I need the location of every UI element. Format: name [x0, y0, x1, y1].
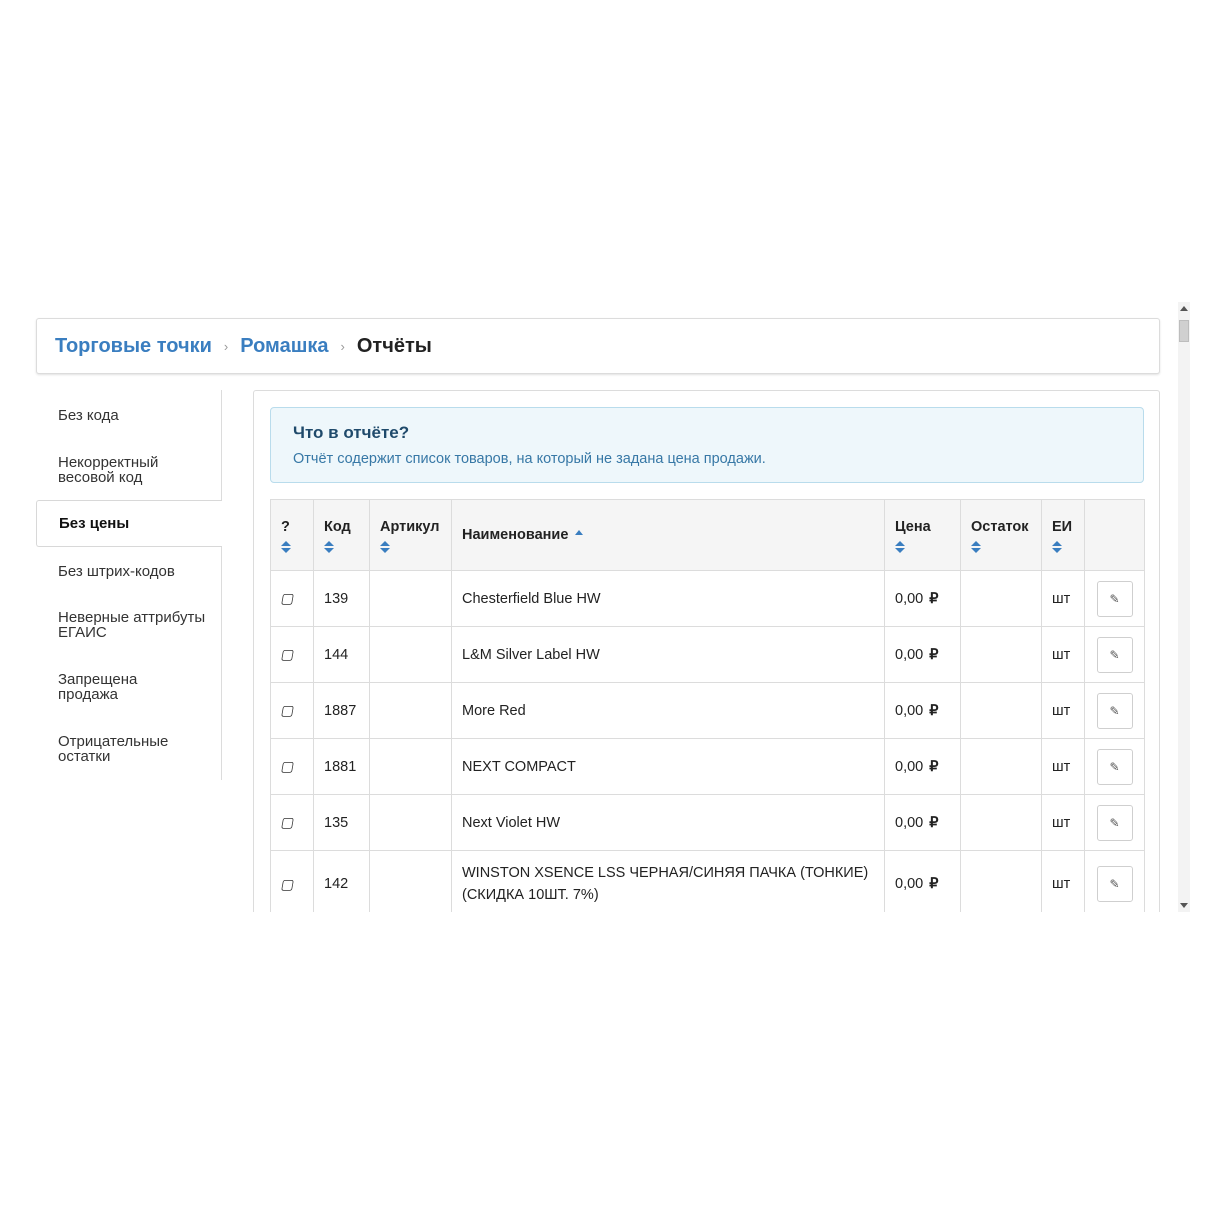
cell-price [885, 571, 961, 627]
cell-name: NEXT COMPACT [452, 739, 885, 795]
sort-icon [895, 541, 905, 553]
price-value: 0,00 [895, 758, 924, 775]
quote-bubble-icon[interactable]: ▢ [279, 702, 296, 718]
cell-name: WINSTON XSENCE LSS ЧЕРНАЯ/СИНЯЯ ПАЧКА (ТОНКИЕ) (СКИДКА 10ШТ. 7%) [452, 851, 885, 913]
cell-stock [961, 851, 1042, 913]
scroll-down-arrow-icon[interactable] [1180, 903, 1188, 908]
column-label: Артикул [380, 518, 440, 535]
cell-stock [961, 627, 1042, 683]
column-header-unit[interactable] [1042, 500, 1085, 571]
table-header-row [271, 500, 1145, 571]
currency-sign: ₽ [929, 758, 939, 775]
report-panel [253, 390, 1160, 912]
column-label: Код [324, 518, 351, 535]
sidebar-item-no-price[interactable]: Без цены [36, 500, 222, 547]
cell-article [370, 683, 452, 739]
cell-unit: шт [1042, 739, 1085, 795]
column-header-name[interactable] [452, 500, 885, 571]
sort-ascending-icon [575, 530, 583, 535]
pencil-icon: ✎ [1109, 703, 1120, 718]
cell-price [885, 739, 961, 795]
column-label: Остаток [971, 518, 1029, 535]
column-header-actions [1085, 500, 1145, 571]
quote-bubble-icon[interactable]: ▢ [279, 875, 296, 892]
sort-icon [281, 541, 291, 553]
edit-button[interactable] [1097, 866, 1133, 902]
cell-article [370, 851, 452, 913]
report-sidebar [36, 390, 222, 780]
edit-button[interactable] [1097, 693, 1133, 729]
cell-code: 142 [314, 851, 370, 913]
quote-bubble-icon[interactable]: ▢ [279, 590, 296, 606]
table-row [271, 795, 1145, 851]
edit-button[interactable] [1097, 637, 1133, 673]
column-header-status[interactable] [271, 500, 314, 571]
pencil-icon: ✎ [1109, 877, 1120, 891]
cell-stock [961, 571, 1042, 627]
cell-name: Next Violet HW [452, 795, 885, 851]
pencil-icon: ✎ [1109, 591, 1120, 606]
quote-bubble-icon[interactable]: ▢ [279, 758, 296, 774]
cell-unit: шт [1042, 683, 1085, 739]
sidebar-item-no-barcodes[interactable]: Без штрих-кодов [58, 563, 175, 580]
sidebar-item-no-code[interactable]: Без кода [58, 407, 119, 424]
currency-sign: ₽ [929, 876, 939, 892]
cell-name: More Red [452, 683, 885, 739]
cell-code: 135 [314, 795, 370, 851]
column-label: ЕИ [1052, 518, 1073, 535]
cell-price [885, 795, 961, 851]
cell-code: 1887 [314, 683, 370, 739]
price-value: 0,00 [895, 814, 924, 831]
breadcrumb-separator: › [223, 338, 229, 354]
sidebar-item-negative-stock[interactable]: Отрицательные остатки [58, 733, 169, 765]
column-header-price[interactable] [885, 500, 961, 571]
column-header-stock[interactable] [961, 500, 1042, 571]
info-text: Отчёт содержит список товаров, на который не задана цена продажи. [293, 451, 766, 467]
table-row [271, 683, 1145, 739]
currency-sign: ₽ [929, 814, 939, 831]
cell-name: Chesterfield Blue HW [452, 571, 885, 627]
cell-unit: шт [1042, 627, 1085, 683]
edit-button[interactable] [1097, 581, 1133, 617]
currency-sign: ₽ [929, 702, 939, 719]
sort-icon [324, 541, 334, 553]
cell-code: 1881 [314, 739, 370, 795]
pencil-icon: ✎ [1109, 759, 1120, 774]
edit-button[interactable] [1097, 805, 1133, 841]
cell-code: 144 [314, 627, 370, 683]
table-row [271, 571, 1145, 627]
scroll-up-arrow-icon[interactable] [1180, 306, 1188, 311]
quote-bubble-icon[interactable]: ▢ [279, 814, 296, 830]
sidebar-item-sale-forbidden[interactable]: Запрещена продажа [58, 671, 138, 703]
cell-article [370, 627, 452, 683]
breadcrumb-link-stores[interactable]: Торговые точки [55, 334, 212, 357]
cell-price [885, 683, 961, 739]
table-row [271, 739, 1145, 795]
currency-sign: ₽ [929, 590, 939, 607]
column-header-article[interactable] [370, 500, 452, 571]
app-frame [0, 302, 1190, 912]
sort-icon [380, 541, 390, 553]
column-label: ? [281, 518, 290, 535]
page-title: Отчёты [356, 334, 432, 357]
currency-sign: ₽ [929, 646, 939, 663]
column-header-code[interactable] [314, 500, 370, 571]
sidebar-item-bad-weight-code[interactable]: Некорректный весовой код [58, 454, 159, 486]
price-value: 0,00 [895, 876, 924, 892]
table-row [271, 851, 1145, 913]
table-row [271, 627, 1145, 683]
pencil-icon: ✎ [1109, 647, 1120, 662]
price-value: 0,00 [895, 702, 924, 719]
quote-bubble-icon[interactable]: ▢ [279, 646, 296, 662]
cell-unit: шт [1042, 795, 1085, 851]
column-label: Наименование [462, 527, 569, 543]
cell-article [370, 571, 452, 627]
sort-icon [971, 541, 981, 553]
cell-name: L&M Silver Label HW [452, 627, 885, 683]
pencil-icon: ✎ [1109, 815, 1120, 830]
cell-price [885, 627, 961, 683]
scroll-thumb[interactable] [1179, 320, 1189, 342]
column-label: Цена [895, 518, 931, 535]
breadcrumb [36, 318, 1160, 374]
cell-article [370, 795, 452, 851]
breadcrumb-separator: › [340, 338, 345, 354]
cell-price [885, 851, 961, 913]
info-alert [270, 407, 1144, 483]
sort-icon [1052, 541, 1062, 553]
cell-code: 139 [314, 571, 370, 627]
cell-stock [961, 795, 1042, 851]
price-value: 0,00 [895, 646, 924, 663]
cell-unit: шт [1042, 851, 1085, 913]
cell-stock [961, 739, 1042, 795]
cell-stock [961, 683, 1042, 739]
info-title: Что в отчёте? [293, 423, 410, 442]
vertical-scrollbar[interactable] [1178, 302, 1190, 912]
edit-button[interactable] [1097, 749, 1133, 785]
breadcrumb-link-store[interactable]: Ромашка [240, 334, 329, 357]
sidebar-item-bad-egais[interactable]: Неверные аттрибуты ЕГАИС [58, 609, 206, 641]
cell-unit: шт [1042, 571, 1085, 627]
price-value: 0,00 [895, 590, 924, 607]
products-table [270, 499, 1145, 912]
cell-article [370, 739, 452, 795]
